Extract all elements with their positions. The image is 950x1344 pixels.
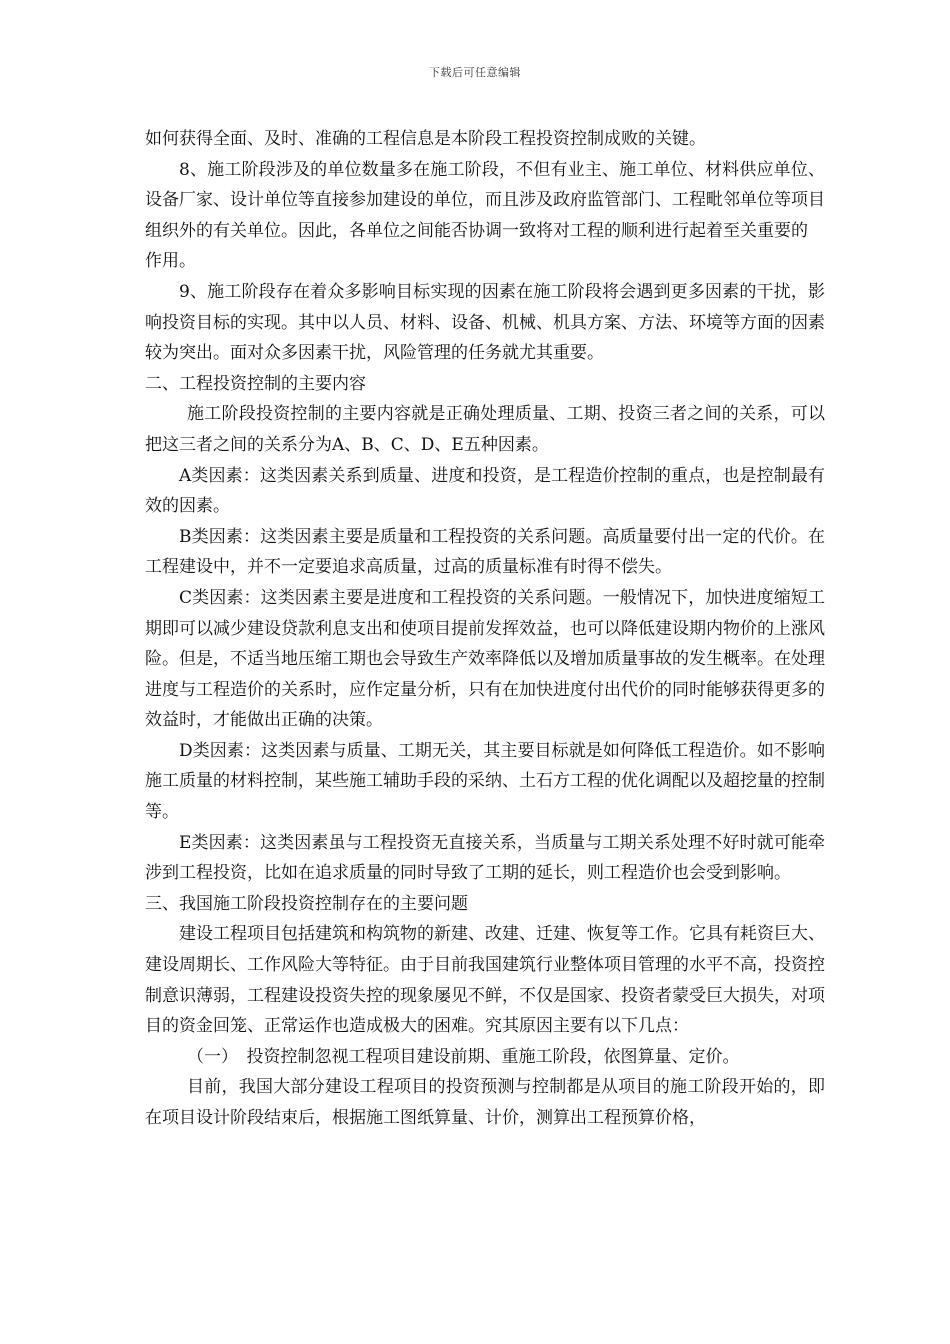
subsection-heading-1: （一） 投资控制忽视工程项目建设前期、重施工阶段，依图算量、定价。	[187, 1046, 740, 1067]
paragraph-item-8-tail: 作用。	[145, 251, 196, 272]
paragraph-current-status: 目前，我国大部分建设工程项目的投资预测与控制都是从项目的施工阶段开始的，即在项目设计阶段结束后，根据施工图纸算量、计价，测算出工程预算价格，	[145, 1077, 825, 1128]
section-heading-2: 二、工程投资控制的主要内容	[145, 373, 366, 394]
paragraph-factor-c: C类因素：这类因素主要是进度和工程投资的关系问题。一般情况下，加快进度缩短工期即可以减少建设贷款利息支出和使项目提前发挥效益，也可以降低建设期内物价的上涨风险。但是，不适当地压缩工期也会导致生产效率降低以及增加质量事故的发生概率。在处理进度与工程造价的关系时，应作定量分析，只有在加快进度付出代价的同时能够获得更多的效益时，才能做出正确的决策。	[145, 587, 825, 731]
document-body	[145, 124, 825, 1134]
paragraph-main-content: 施工阶段投资控制的主要内容就是正确处理质量、工期、投资三者之间的关系，可以把这三者之间的关系分为A、B、C、D、E五种因素。	[145, 404, 825, 455]
section-heading-3: 三、我国施工阶段投资控制存在的主要问题	[145, 893, 468, 914]
paragraph-factor-d: D类因素：这类因素与质量、工期无关，其主要目标就是如何降低工程造价。如不影响施工质量的材料控制，某些施工辅助手段的采纳、土石方工程的优化调配以及超挖量的控制等。	[145, 740, 825, 823]
paragraph-continuation: 如何获得全面、及时、准确的工程信息是本阶段工程投资控制成败的关键。	[145, 129, 706, 149]
paragraph-item-8: 8、施工阶段涉及的单位数量多在施工阶段，不但有业主、施工单位、材料供应单位、设备厂家、设计单位等直接参加建设的单位，而且涉及政府监管部门、工程毗邻单位等项目组织外的有关单位。因此，各单位之间能否协调一致将对工程的顺利进行起着至关重要的	[145, 159, 825, 241]
paragraph-item-9: 9、施工阶段存在着众多影响目标实现的因素在施工阶段将会遇到更多因素的干扰，影响投资目标的实现。其中以人员、材料、设备、机械、机具方案、方法、环境等方面的因素较为突出。面对众多因素干扰，风险管理的任务就尤其重要。	[145, 281, 825, 364]
paragraph-project-intro: 建设工程项目包括建筑和构筑物的新建、改建、迁建、恢复等工作。它具有耗资巨大、建设周期长、工作风险大等特征。由于目前我国建筑行业整体项目管理的水平不高，投资控制意识薄弱，工程建设投资失控的现象屡见不鲜，不仅是国家、投资者蒙受巨大损失，对项目的资金回笼、正常运作也造成极大的困难。究其原因主要有以下几点：	[145, 924, 825, 1037]
paragraph-factor-b: B类因素：这类因素主要是质量和工程投资的关系问题。高质量要付出一定的代价。在工程建设中，并不一定要追求高质量，过高的质量标准有时得不偿失。	[145, 526, 825, 578]
paragraph-factor-e: E类因素：这类因素虽与工程投资无直接关系，当质量与工期关系处理不好时就可能牵涉到工程投资，比如在追求质量的同时导致了工期的延长，则工程造价也会受到影响。	[145, 832, 825, 884]
page-header: 下载后可任意编辑	[429, 66, 521, 79]
paragraph-factor-a: A类因素：这类因素关系到质量、进度和投资，是工程造价控制的重点，也是控制最有效的因素。	[145, 465, 825, 517]
